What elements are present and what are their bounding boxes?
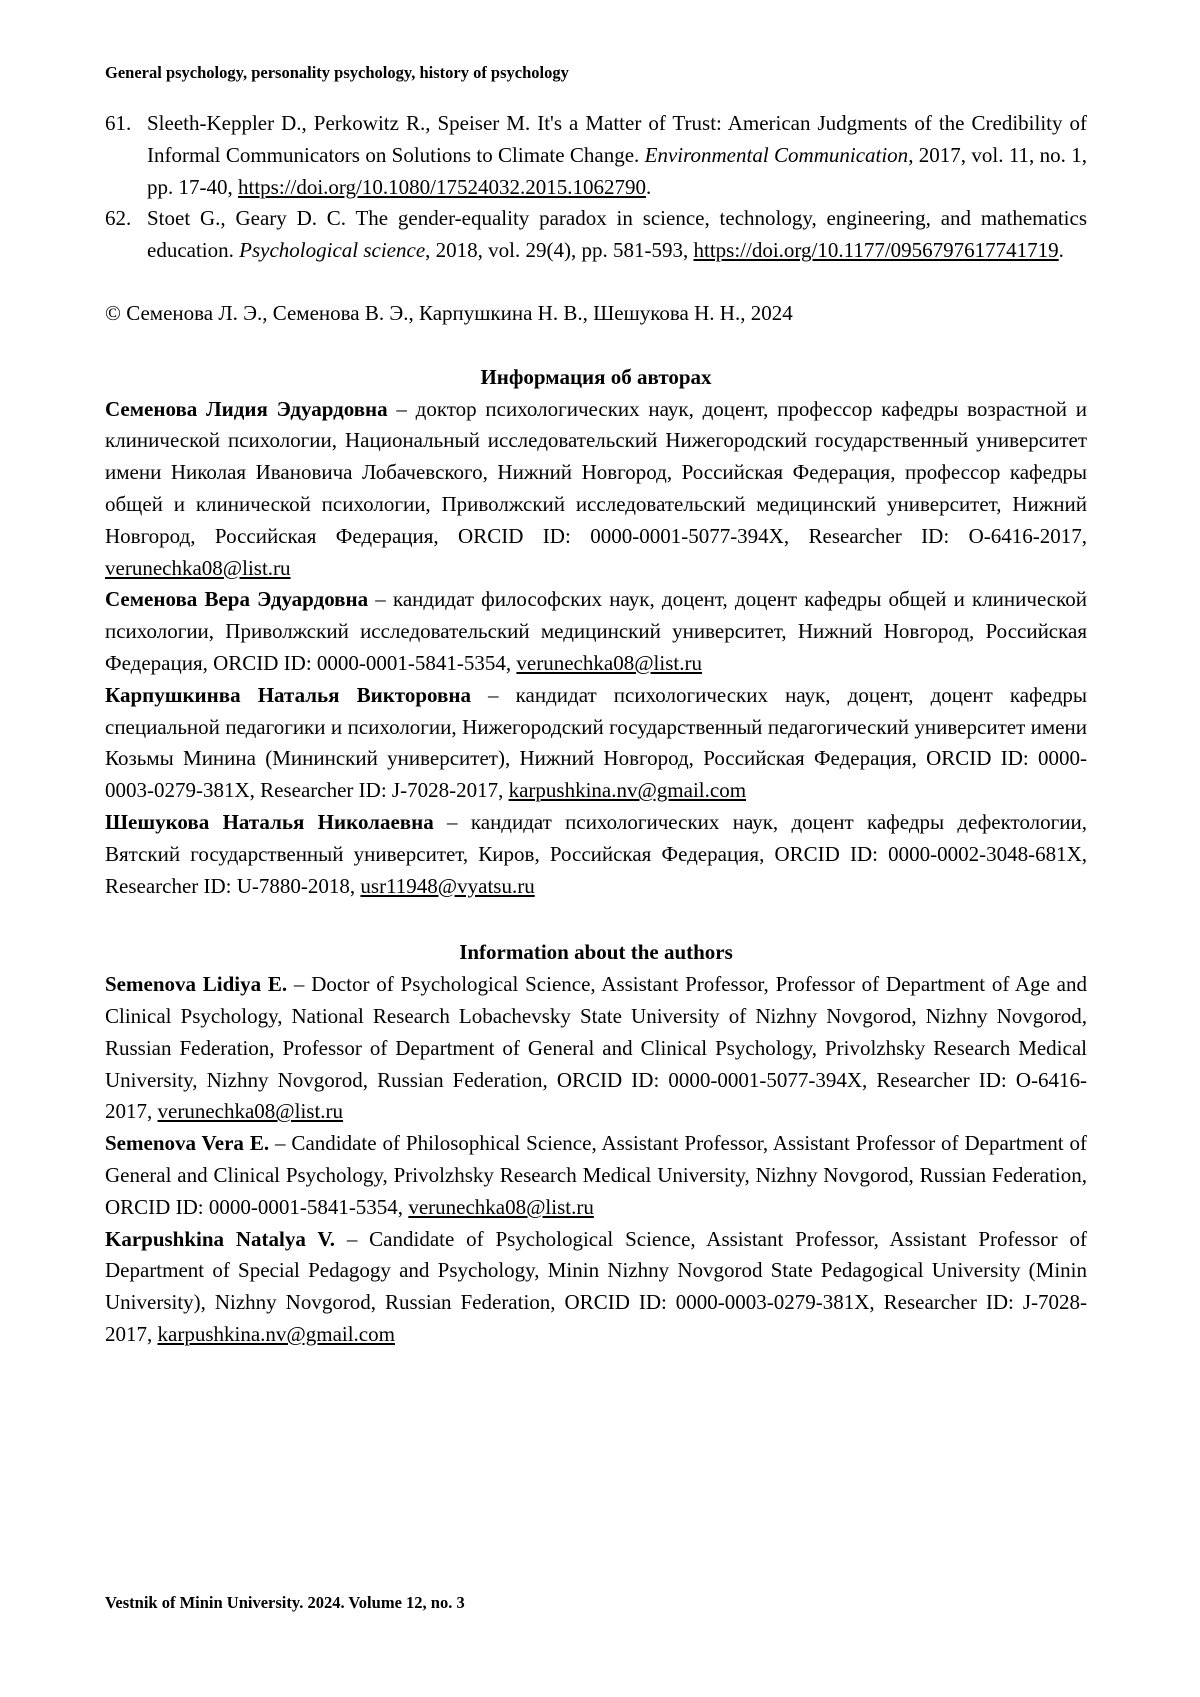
author-paragraph xyxy=(105,680,1087,807)
author-email-link[interactable]: karpushkina.nv@gmail.com xyxy=(157,1321,395,1346)
reference-text: . xyxy=(645,174,652,199)
author-info-text: – Doctor of Psychological Science, Assistant Professor, Professor of Department of Age and Clinical Psychology, National Research Lobachevsky State University of Nizhny Novgorod, Nizhny Novgorod, Russian Federation, Professor of Department of General and Clinical Psychology, Privolzhsky Research Medical University, Nizhny Novgorod, Russian Federation, ORCID ID: 0000-0001-5077-394X, Researcher ID: O-6416-2017, xyxy=(105,972,1087,1124)
author-email-link[interactable]: verunechka08@list.ru xyxy=(157,1099,344,1124)
reference-text: Sleeth-Keppler D., Perkowitz R., Speiser M. It's a Matter of Trust: American Judgments of the Credibility of Informal Communicators on Solutions to Climate Change. xyxy=(147,111,1087,167)
reference-text: . xyxy=(1058,238,1064,263)
author-info-text: – кандидат философских наук, доцент, доцент кафедры общей и клинической психологии, Приволжский исследовательский медицинский университет, Нижний Новгород, Российская Федерация, ORCID ID: 0000-0001-5841-5354, xyxy=(105,587,1087,675)
author-name: Karpushkina Natalya V. xyxy=(105,1226,336,1251)
authors-ru-heading: Информация об авторах xyxy=(480,364,712,389)
author-info-text: – Candidate of Philosophical Science, Assistant Professor, Assistant Professor of Department of General and Clinical Psychology, Privolzhsky Research Medical University, Nizhny Novgorod, Russian Federation, ORCID ID: 0000-0001-5841-5354, xyxy=(105,1131,1088,1219)
author-info-text: – Candidate of Psychological Science, Assistant Professor, Assistant Professor of Department of Special Pedagogy and Psychology, Minin Nizhny Novgorod State Pedagogical University (Minin University), Nizhny Novgorod, Russian Federation, ORCID ID: 0000-0003-0279-381X, Researcher ID: J-7028-2017, xyxy=(105,1226,1087,1346)
author-name: Семенова Лидия Эдуардовна xyxy=(105,396,388,421)
author-paragraph xyxy=(105,807,1087,902)
author-paragraph xyxy=(105,394,1087,585)
reference-item xyxy=(105,203,1087,267)
author-email-link[interactable]: verunechka08@list.ru xyxy=(105,555,291,580)
reference-item xyxy=(105,108,1087,203)
author-name: Семенова Вера Эдуардовна xyxy=(105,587,369,612)
author-name: Шешукова Наталья Николаевна xyxy=(105,809,434,834)
author-paragraph xyxy=(105,969,1087,1128)
reference-journal: Environmental Communication xyxy=(644,142,909,167)
doi-link[interactable]: https://doi.org/10.1080/17524032.2015.1062790 xyxy=(238,174,646,199)
reference-text: , 2018, vol. 29(4), pp. 581-593, xyxy=(425,238,694,263)
author-info-text: – кандидат психологических наук, доцент, доцент кафедры специальной педагогики и психологии, Нижегородский государственный педагогический университет имени Козьмы Минина (Мининский университет), Нижний Новгород, Российская Федерация, ORCID ID: 0000-0003-0279-381X, Researcher ID: J-7028-2017, xyxy=(105,682,1088,803)
author-email-link[interactable]: usr11948@vyatsu.ru xyxy=(360,873,535,898)
authors-en-heading: Information about the authors xyxy=(459,940,733,965)
author-email-link[interactable]: verunechka08@list.ru xyxy=(516,650,702,675)
author-name: Semenova Lidiya E. xyxy=(105,972,288,997)
author-email-link[interactable]: verunechka08@list.ru xyxy=(408,1194,594,1219)
reference-journal: Psychological science xyxy=(239,238,426,263)
author-email-link[interactable]: karpushkina.nv@gmail.com xyxy=(508,778,747,803)
reference-text: , 2017, vol. 11, no. 1, pp. 17-40, xyxy=(147,142,1087,199)
author-name: Карпушкинва Наталья Викторовна xyxy=(105,682,471,707)
reference-text: Stoet G., Geary D. C. The gender-equality paradox in science, technology, engineering, and mathematics education. xyxy=(147,206,1087,263)
doi-link[interactable]: https://doi.org/10.1177/0956797617741719 xyxy=(693,238,1059,263)
author-info-text: – кандидат психологических наук, доцент кафедры дефектологии, Вятский государственный университет, Киров, Российская Федерация, ORCID ID: 0000-0002-3048-681X, Researcher ID: U-7880-2018, xyxy=(105,809,1087,898)
reference-number: 62. xyxy=(105,206,132,231)
reference-list xyxy=(105,108,1087,267)
author-name: Semenova Vera E. xyxy=(105,1131,270,1156)
author-info-text: – доктор психологических наук, доцент, профессор кафедры возрастной и клинической психологии, Национальный исследовательский Нижегородский государственный университет имени Николая Ивановича Лобачевского, Нижний Новгород, Российская Федерация, профессор кафедры общей и клинической психологии, Приволжский исследовательский медицинский университет, Нижний Новгород, Российская Федерация, ORCID ID: 0000-0001-5077-394X, Researcher ID: O-6416-2017, xyxy=(105,396,1088,548)
reference-number: 61. xyxy=(105,111,132,135)
author-paragraph xyxy=(105,1128,1087,1223)
copyright-line: © Семенова Л. Э., Семенова В. Э., Карпушкина Н. В., Шешукова Н. Н., 2024 xyxy=(105,300,793,325)
page-footer: Vestnik of Minin University. 2024. Volume 12, no. 3 xyxy=(105,1593,465,1612)
running-head: General psychology, personality psychology, history of psychology xyxy=(105,63,569,82)
author-paragraph xyxy=(105,584,1087,679)
author-paragraph xyxy=(105,1224,1087,1351)
